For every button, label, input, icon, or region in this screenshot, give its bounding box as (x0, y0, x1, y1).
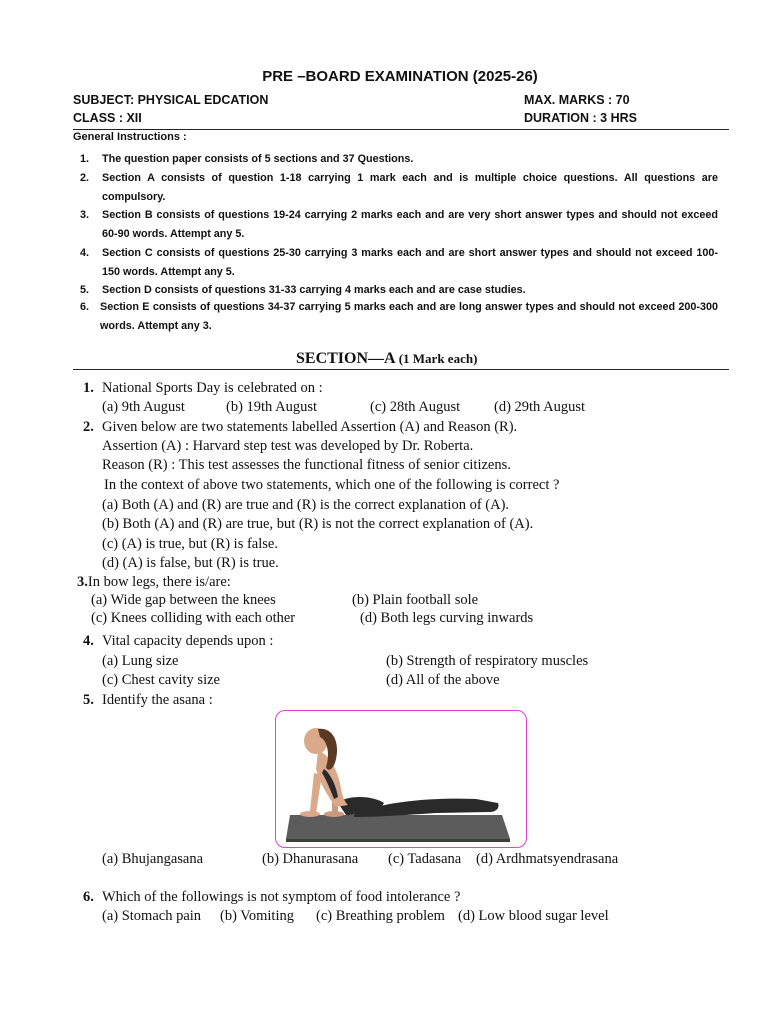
question-number: 3. (77, 574, 88, 590)
instruction-item (80, 150, 718, 169)
question-number: 6. (83, 889, 94, 905)
option-b: (b) Vomiting (220, 908, 294, 924)
option-d: (d) All of the above (386, 672, 500, 688)
option-b: (b) Plain football sole (352, 592, 479, 608)
question-text: In bow legs, there is/are: (87, 574, 231, 590)
option-c: (c) (A) is true, but (R) is false. (102, 536, 278, 552)
instruction-number: 4. (80, 247, 90, 259)
option-c: (c) Chest cavity size (102, 672, 220, 688)
option-c: (c) Tadasana (388, 851, 462, 867)
question-number: 4. (83, 633, 94, 649)
instruction-text: Section B consists of questions 19-24 carrying 2 marks each and are very short answer types and should not exceed 60-90 words. Attempt any 5. (102, 209, 718, 240)
subject-label: SUBJECT: PHYSICAL EDCATION (73, 93, 269, 107)
option-d: (d) Both legs curving inwards (360, 610, 534, 626)
section-a-title (296, 350, 477, 368)
assertion-text: Assertion (A) : Harvard step test was developed by Dr. Roberta. (102, 438, 474, 454)
option-b: (b) Both (A) and (R) are true, but (R) is not the correct explanation of (A). (102, 516, 534, 532)
option-d: (d) (A) is false, but (R) is true. (102, 555, 279, 571)
option-c: (c) Knees colliding with each other (91, 610, 296, 626)
instruction-text: The question paper consists of 5 sections and 37 Questions. (102, 153, 414, 165)
question-text: Identify the asana : (102, 692, 213, 708)
option-a: (a) Lung size (102, 653, 179, 669)
instruction-item (80, 206, 718, 243)
instruction-text: Section D consists of questions 31-33 carrying 4 marks each and are case studies. (102, 284, 526, 296)
question-number: 5. (83, 692, 94, 708)
option-b: (b) Dhanurasana (262, 851, 359, 867)
option-d: (d) Low blood sugar level (458, 908, 609, 924)
question-line (77, 574, 231, 591)
section-marks-note: (1 Mark each) (398, 351, 478, 366)
question-prompt: In the context of above two statements, which one of the following is correct ? (104, 477, 560, 493)
option-b: (b) 19th August (226, 399, 318, 415)
option-a: (a) Bhujangasana (102, 851, 204, 867)
header-divider (73, 129, 729, 130)
exam-title: PRE –BOARD EXAMINATION (2025-26) (262, 68, 538, 85)
instruction-item (80, 244, 718, 281)
instruction-text: Section C consists of questions 25-30 carrying 3 marks each and are short answer types and should not exceed 100-150 words. Attempt any 5. (102, 247, 718, 278)
instruction-text: Section A consists of question 1-18 carrying 1 mark each and is multiple choice questions. All questions are compulsory. (102, 172, 718, 203)
duration-label: DURATION : 3 HRS (524, 111, 637, 125)
instruction-item (80, 281, 718, 300)
reason-text: Reason (R) : This test assesses the functional fitness of senior citizens. (102, 457, 511, 473)
instruction-number: 3. (80, 209, 90, 221)
instruction-item (80, 298, 718, 335)
question-text: Given below are two statements labelled Assertion (A) and Reason (R). (102, 419, 518, 435)
option-a: (a) Stomach pain (102, 908, 202, 924)
max-marks-label: MAX. MARKS : 70 (524, 93, 630, 107)
option-a: (a) Both (A) and (R) are true and (R) is the correct explanation of (A). (102, 497, 510, 513)
question-text: Vital capacity depends upon : (102, 633, 274, 649)
question-text: Which of the followings is not symptom of food intolerance ? (102, 889, 461, 905)
option-a: (a) Wide gap between the knees (91, 592, 276, 608)
instruction-number: 6. (80, 301, 90, 313)
asana-photo-frame (275, 710, 527, 848)
instructions-heading: General Instructions : (73, 131, 187, 143)
question-number: 1. (83, 380, 94, 396)
option-d: (d) 29th August (494, 399, 586, 415)
question-number: 2. (83, 419, 94, 435)
option-a: (a) 9th August (102, 399, 185, 415)
option-c: (c) 28th August (370, 399, 461, 415)
instruction-text: Section E consists of questions 34-37 carrying 5 marks each and are long answer types and should not exceed 200-300 words. Attempt any 3. (100, 301, 718, 332)
option-b: (b) Strength of respiratory muscles (386, 653, 589, 669)
instruction-number: 2. (80, 172, 90, 184)
yoga-mat (286, 815, 510, 839)
question-text: National Sports Day is celebrated on : (102, 380, 323, 396)
section-divider (73, 369, 729, 370)
cobra-pose-photo-icon (276, 711, 526, 847)
instruction-item (80, 169, 718, 206)
instruction-number: 1. (80, 153, 90, 165)
option-d: (d) Ardhmatsyendrasana (476, 851, 619, 867)
option-c: (c) Breathing problem (316, 908, 445, 924)
section-title-text: SECTION—A (296, 350, 395, 367)
class-label: CLASS : XII (73, 111, 142, 125)
instruction-number: 5. (80, 284, 90, 296)
